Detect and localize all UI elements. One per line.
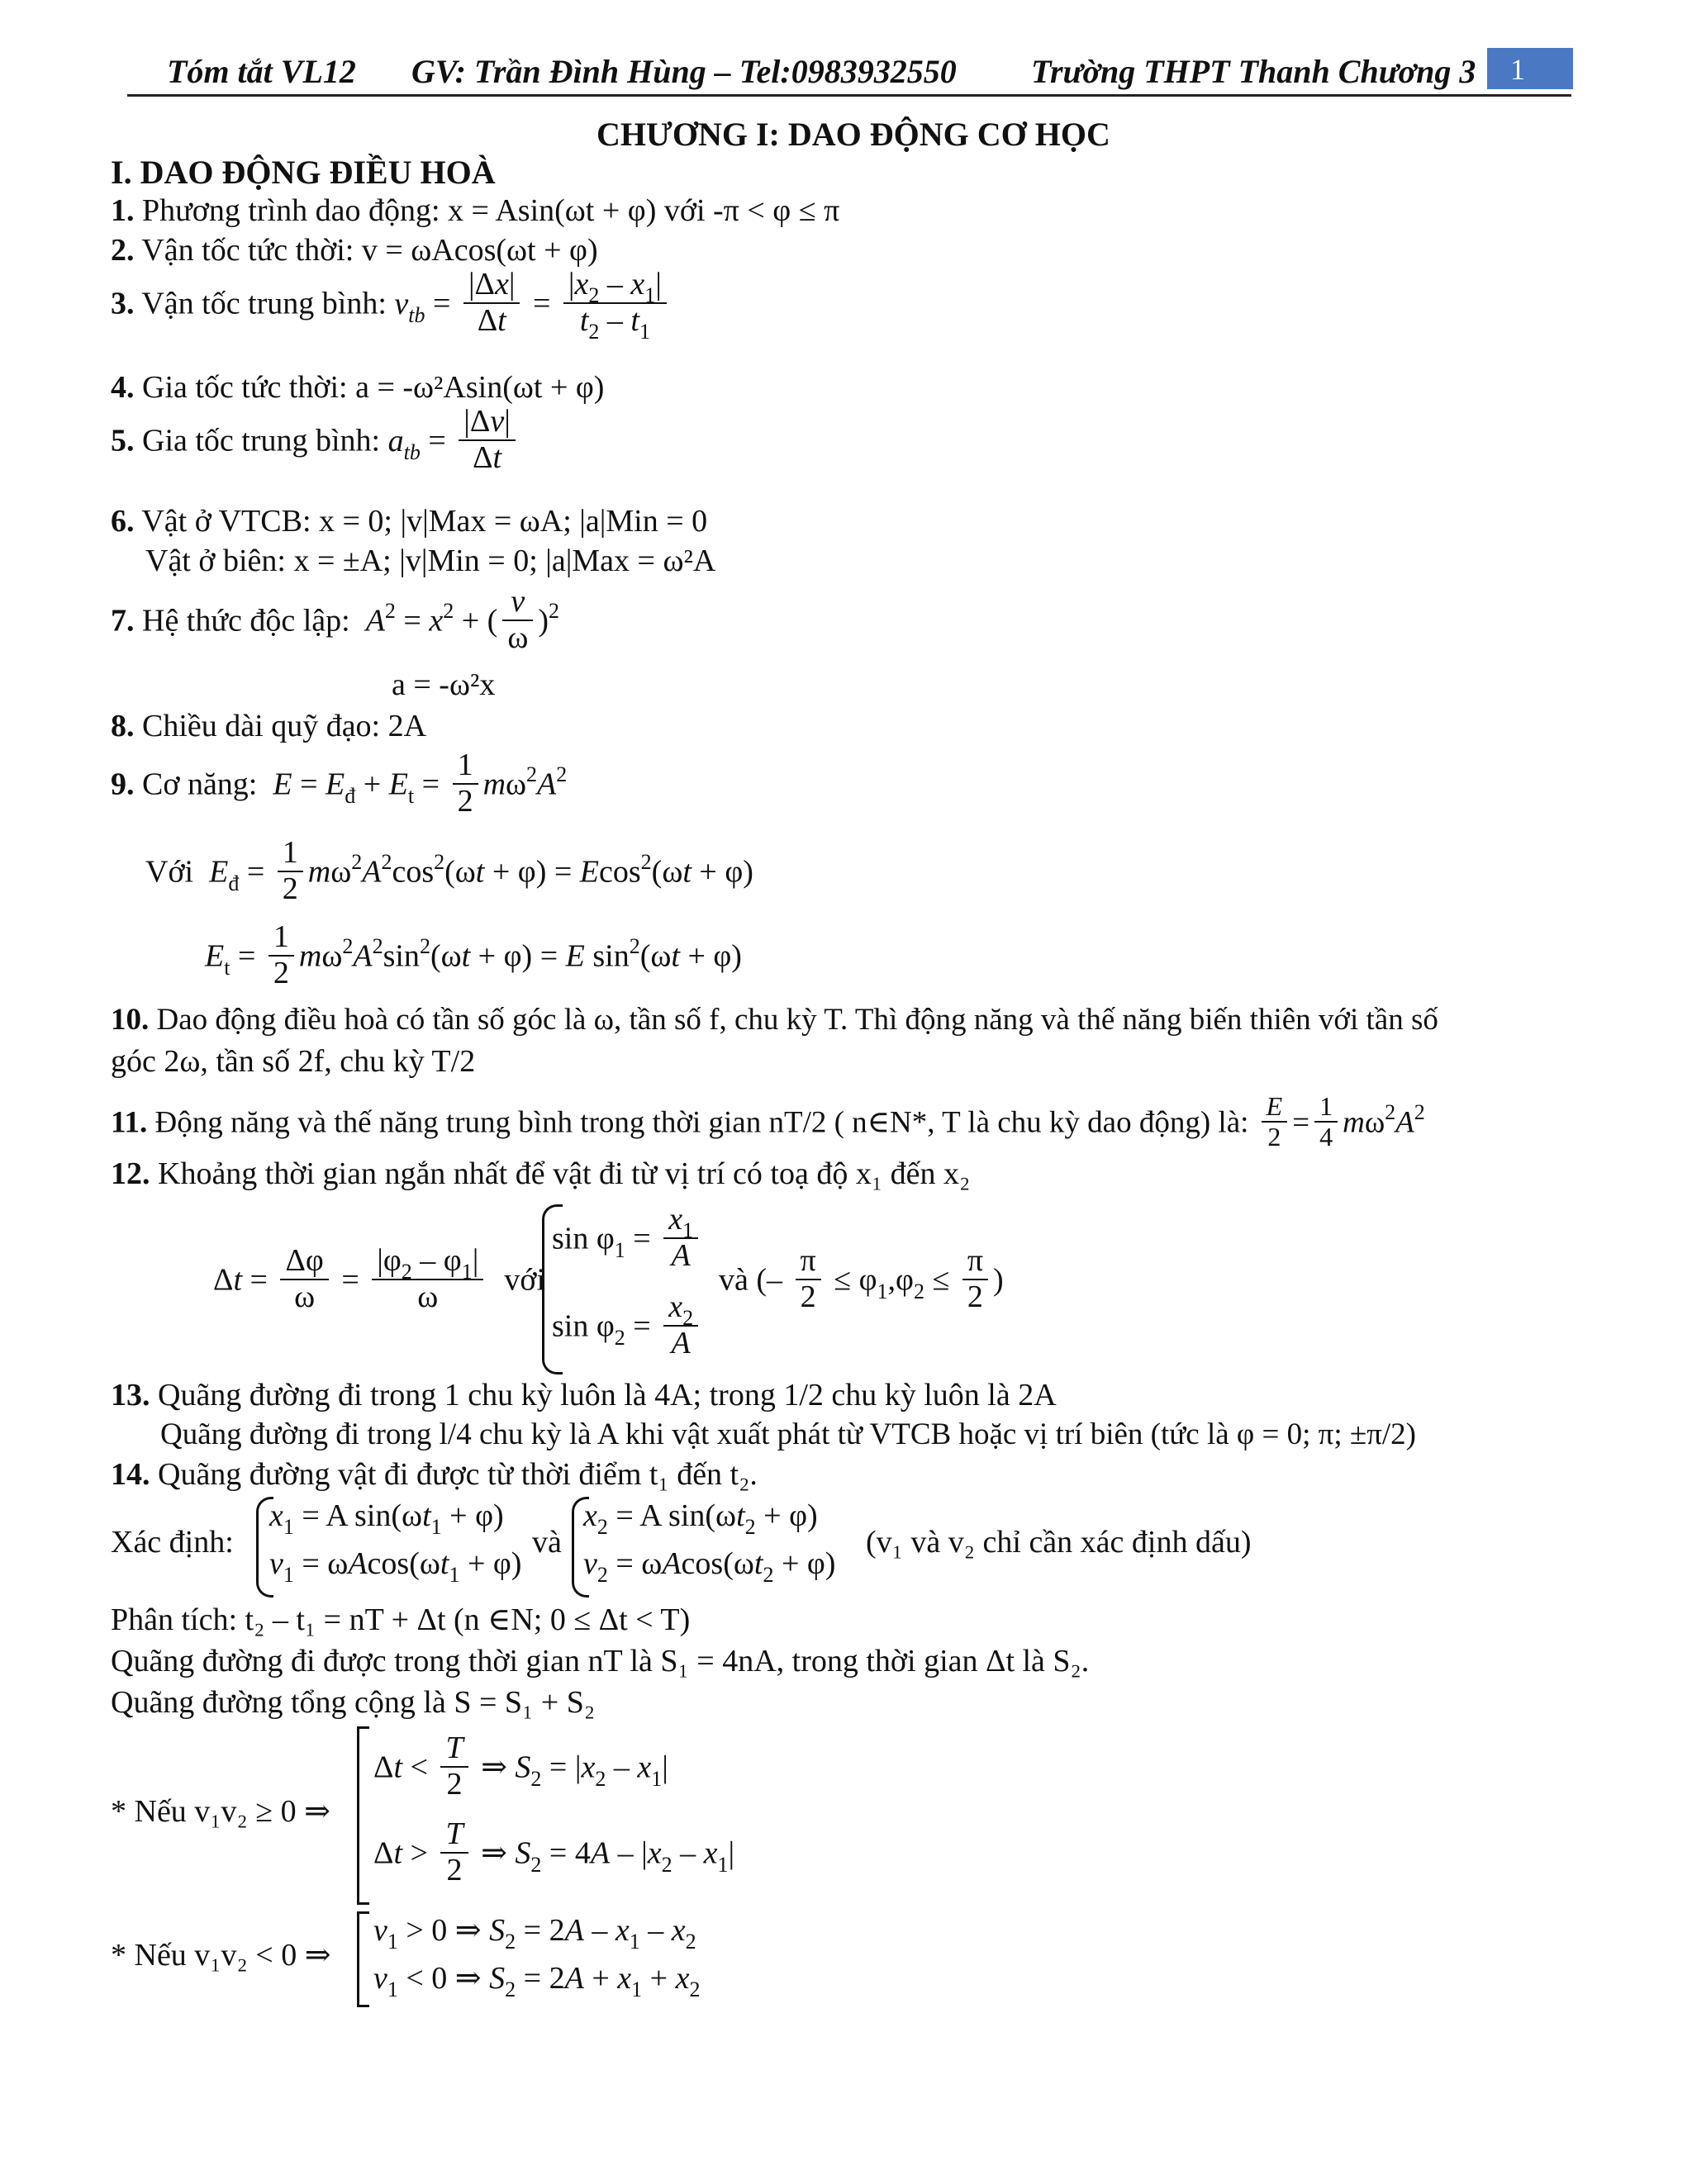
v1-eq: $v_1 = \omega Acos(\omega t_1 + \varphi)$ — [269, 1546, 522, 1587]
s1-text: Quãng đường đi được trong thời gian nT là S₁ = 4nA, trong thời gian Δt là S₂. — [111, 1644, 1090, 1678]
chapter-title: CHƯƠNG I: DAO ĐỘNG CƠ HỌC — [596, 116, 1110, 153]
x1-eq: $x_1 = A$ $\sin(\omega t_1 + \varphi)$ — [269, 1498, 504, 1539]
item-13: 13. Quãng đường đi trong 1 chu kỳ luôn là 4A; trong 1/2 chu kỳ luôn là 2A — [111, 1378, 1057, 1412]
page-number: 1 — [1487, 48, 1573, 89]
case-1a: Δt < $\frac{T}{2}$ ⇒ $S_2 = |x_2 - x_1|$ — [373, 1731, 668, 1802]
header-right: Trường THPT Thanh Chương 3 — [1031, 53, 1476, 90]
and-label: và — [532, 1525, 562, 1560]
avg-accel-frac: $\frac{|\Delta v|}{\Delta t}$ — [459, 405, 516, 476]
x2-eq: $x_2 = A$ $\sin(\omega t_2 + \varphi)$ — [583, 1498, 818, 1539]
item-7-line2: a = -ω²x — [392, 667, 496, 702]
avg-velocity-frac-1: $\frac{|\Delta x|}{\Delta t}$ — [463, 268, 520, 339]
item-8: 8. Chiều dài quỹ đạo: 2A — [111, 709, 427, 743]
v2-eq: $v_2 = \omega Acos(\omega t_2 + \varphi)$ — [583, 1546, 836, 1587]
case-1b: Δt > $\frac{T}{2}$ ⇒ $S_2 = 4A - |x_2 - x_1|$ — [373, 1816, 735, 1887]
determine-label: Xác định: — [111, 1525, 234, 1560]
item-13-line2: Quãng đường đi trong l/4 chu kỳ là A khi vật xuất phát từ VTCB hoặc vị trí biên (tức là φ = 0; π; ±π/2) — [160, 1417, 1416, 1451]
sin-phi2: $\sin \varphi_2$ = $\frac{x_2}{A}$ — [552, 1294, 703, 1365]
phi-range: và (– $\frac{\pi}{2}$ ≤ $\varphi_1,\varphi_2$ ≤ $\frac{\pi}{2}$ ) — [719, 1243, 1004, 1314]
header-middle: GV: Trần Đình Hùng – Tel:0983932550 — [411, 53, 957, 90]
item-2: 2. Vận tốc tức thời: v = ωAcos(ωt + φ) — [111, 233, 598, 268]
section-title: I. DAO ĐỘNG ĐIỀU HOÀ — [111, 154, 496, 191]
case-2b: $v_1 < 0$ ⇒ $S_2 = 2A + x_1 + x_2$ — [373, 1961, 701, 2001]
sin-phi1: $\sin \varphi_1$ = $\frac{x_1}{A}$ — [552, 1206, 703, 1277]
case-2-label: * Nếu v₁v₂ < 0 ⇒ — [111, 1938, 331, 1973]
total-text: Quãng đường tổng cộng là S = S₁ + S₂ — [111, 1685, 596, 1720]
item-1: 1. Phương trình dao động: x = Asin(ωt + φ) với -π < φ ≤ π — [111, 193, 840, 228]
item-11: 11. Động năng và thế năng trung bình trong thời gian nT/2 ( n∈N*, T là chu kỳ dao động) là: $\frac{E}{2}$ = $\frac{1}{4}$ $m\omega^2A^2$ — [111, 1091, 1425, 1152]
item-5: 5. Gia tốc trung bình: $a_{tb}$ = $\frac{|\Delta v|}{\Delta t}$ — [111, 408, 520, 479]
item-3: 3. Vận tốc trung bình: $v_{tb}$ = $\frac{|\Delta x|}{\Delta t}$ = $\frac{|x_2 - x_1|}{t_2 - t_1}$ — [111, 271, 672, 342]
item-9: 9. Cơ năng: $E = E_đ + E_t$ = $\frac{1}{2}$ $m\omega^2A^2$ — [111, 748, 568, 819]
case-2-bracket — [357, 1911, 369, 2007]
item-10-line2: góc 2ω, tần số 2f, chu kỳ T/2 — [111, 1044, 476, 1079]
item-9-kinetic: Với $E_đ$ = $\frac{1}{2}$ $m\omega^2A^2\cos^2(\omega t + \varphi) = Ecos^2(\omega t + \varphi)$ — [145, 835, 753, 906]
analysis: Phân tích: t₂ – t₁ = nT + Δt (n ∈N; 0 ≤ Δt < T) — [111, 1602, 691, 1637]
header-left: Tóm tắt VL12 — [167, 53, 356, 90]
avg-velocity-frac-2: $\frac{|x_2 - x_1|}{t_2 - t_1}$ — [563, 268, 667, 339]
item-9-potential: $E_t$ = $\frac{1}{2}$ $m\omega^2A^2\sin^2(\omega t + \varphi) = E$ $\sin^2(\omega t + \varphi)$ — [205, 919, 742, 990]
item-4: 4. Gia tốc tức thời: a = -ω²Asin(ωt + φ) — [111, 370, 605, 405]
page-header — [127, 48, 1571, 97]
case-1-bracket — [357, 1726, 369, 1905]
item-7: 7. Hệ thức độc lập: $A^2 = x^2$ + ( $\frac{v}{\omega}$ )$^2$ — [111, 584, 559, 655]
case-2a: $v_1 > 0$ ⇒ $S_2 = 2A - x_1 - x_2$ — [373, 1913, 696, 1954]
item-6-line2: Vật ở biên: x = ±A; |v|Min = 0; |a|Max = ω²A — [145, 544, 716, 578]
item-12-formula: Δt = $\frac{\Delta\varphi}{\omega}$ = $\frac{|\varphi_2 - \varphi_1|}{\omega}$ với — [213, 1243, 545, 1314]
sign-note: (v₁ và v₂ chỉ cần xác định dấu) — [866, 1525, 1252, 1560]
item-14: 14. Quãng đường vật đi được từ thời điểm t₁ đến t₂. — [111, 1457, 758, 1492]
case-1-label: * Nếu v₁v₂ ≥ 0 ⇒ — [111, 1794, 330, 1829]
item-12: 12. Khoảng thời gian ngắn nhất để vật đi từ vị trí có toạ độ x₁ đến x₂ — [111, 1156, 971, 1191]
item-10: 10. Dao động điều hoà có tần số góc là ω, tần số f, chu kỳ T. Thì động năng và thế năng biến thiên với tần số — [111, 1003, 1438, 1037]
item-6: 6. Vật ở VTCB: x = 0; |v|Max = ωA; |a|Min = 0 — [111, 504, 708, 539]
